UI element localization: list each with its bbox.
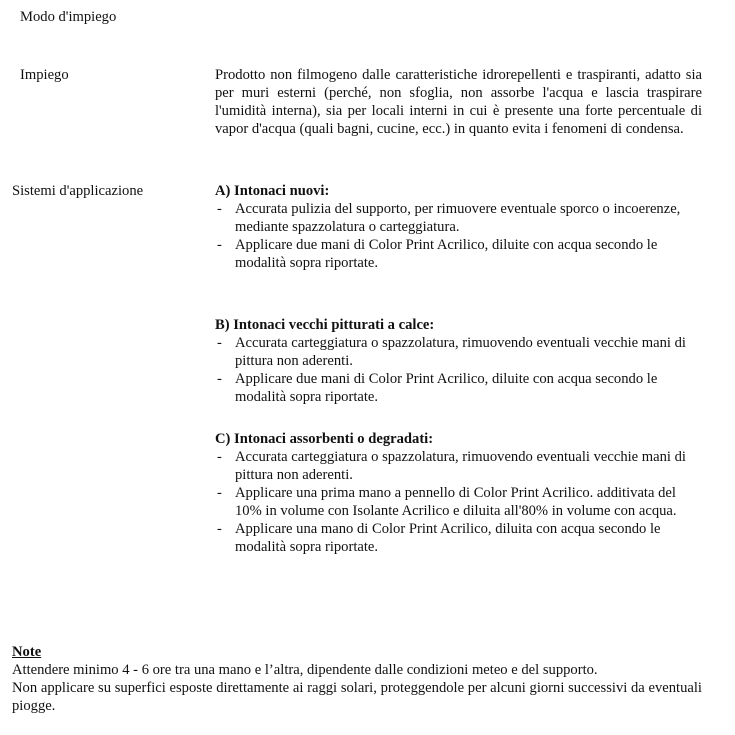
dash-marker: - [217,335,222,351]
group-c [215,430,702,556]
impiego-text: Prodotto non filmogeno dalle caratteristiche idrorepellenti e traspiranti, adatto sia per muri esterni (perché, non sfoglia, non assorbe l'acqua e lascia traspirare l'umidità interna), sia per locali interni in cui è presente una forte percentuale di vapor d'acqua (quali bagni, cucine, ecc.) in quanto evita i fenomeni di condensa. [215,67,702,137]
list-item-text: Applicare una prima mano a pennello di Color Print Acrilico. additivata del 10% in volume con Isolante Acrilico e diluita all'80% in volume con acqua. [235,485,677,519]
list-item [215,334,702,370]
list-item [215,200,702,236]
list-item [215,236,702,272]
impiego-label: Impiego [20,67,69,83]
dash-marker: - [217,485,222,501]
dash-marker: - [217,521,222,537]
group-a-heading: A) Intonaci nuovi: [215,183,330,199]
group-a-list [215,200,702,272]
list-item [215,484,702,520]
note-line-2: Non applicare su superfici esposte direttamente ai raggi solari, proteggendole per alcuni giorni successivi da eventuali piogge. [12,680,702,714]
group-c-heading: C) Intonaci assorbenti o degradati: [215,431,434,447]
note-line-1: Attendere minimo 4 - 6 ore tra una mano e l’altra, dipendente dalle condizioni meteo e del supporto. [12,662,598,678]
group-b [215,316,702,406]
section-title: Modo d'impiego [20,9,117,25]
sistemi-label: Sistemi d'applicazione [12,183,144,199]
list-item [215,520,702,556]
list-item-text: Applicare una mano di Color Print Acrilico, diluita con acqua secondo le modalità sopra riportate. [235,521,661,555]
list-item-text: Applicare due mani di Color Print Acrilico, diluite con acqua secondo le modalità sopra riportate. [235,371,658,405]
note-title: Note [12,644,42,660]
list-item-text: Applicare due mani di Color Print Acrilico, diluite con acqua secondo le modalità sopra riportate. [235,237,658,271]
dash-marker: - [217,201,222,217]
group-b-list [215,334,702,406]
list-item-text: Accurata carteggiatura o spazzolatura, rimuovendo eventuali vecchie mani di pittura non aderenti. [235,335,686,369]
dash-marker: - [217,449,222,465]
group-a [215,182,702,272]
dash-marker: - [217,237,222,253]
list-item-text: Accurata carteggiatura o spazzolatura, rimuovendo eventuali vecchie mani di pittura non aderenti. [235,449,686,483]
list-item [215,370,702,406]
note-block [12,643,702,715]
list-item [215,448,702,484]
dash-marker: - [217,371,222,387]
group-c-list [215,448,702,556]
list-item-text: Accurata pulizia del supporto, per rimuovere eventuale sporco o incoerenze, mediante spazzolatura o carteggiatura. [235,201,681,235]
group-b-heading: B) Intonaci vecchi pitturati a calce: [215,317,435,333]
